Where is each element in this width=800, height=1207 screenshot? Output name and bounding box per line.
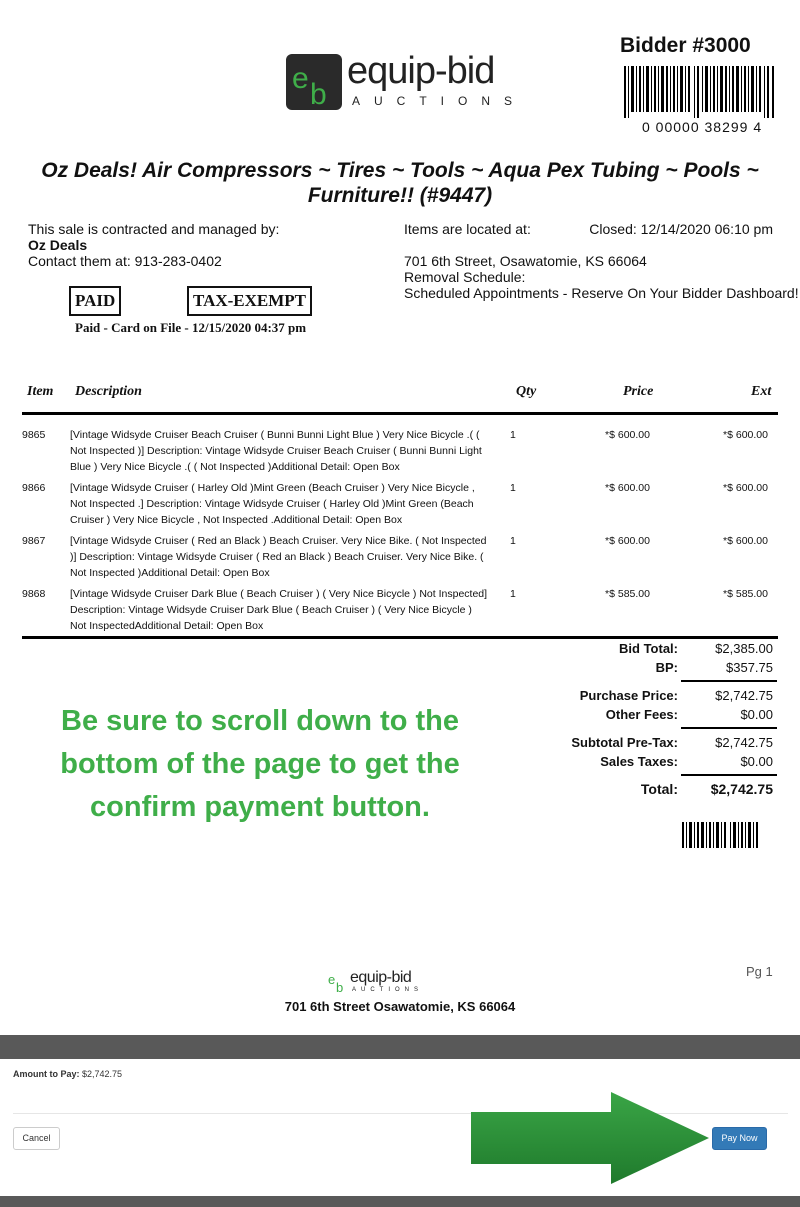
subtotal-value: $2,742.75 (715, 735, 773, 750)
small-barcode-icon (682, 822, 758, 848)
purchase-price-value: $2,742.75 (715, 688, 773, 703)
barcode-icon (624, 66, 776, 118)
removal-label: Removal Schedule: (404, 269, 526, 285)
item-ext: *$ 600.00 (723, 429, 768, 441)
logo-wordmark: equip-bid (347, 50, 495, 92)
totals-rule (681, 680, 777, 682)
item-qty: 1 (510, 535, 516, 547)
notice-line: confirm payment button. (90, 791, 430, 823)
sales-tax-value: $0.00 (740, 754, 773, 769)
sales-tax-label: Sales Taxes: (600, 754, 678, 769)
item-price: *$ 600.00 (605, 429, 650, 441)
amount-value: $2,742.75 (82, 1069, 123, 1079)
logo-subtitle: AUCTIONS (352, 94, 527, 108)
footer-address: 701 6th Street Osawatomie, KS 66064 (284, 999, 516, 1014)
item-ext: *$ 600.00 (723, 482, 768, 494)
other-fees-value: $0.00 (740, 707, 773, 722)
bp-label: BP: (655, 660, 678, 675)
notice-line: bottom of the page to get the (60, 748, 460, 780)
description-line: [Vintage Widsyde Cruiser Beach Cruiser ( Bunni Bunni Light Blue ) Very Nice Bicycle .( ( (70, 429, 480, 441)
sale-title-line-1: Oz Deals! Air Compressors ~ Tires ~ Tools ~ Aqua Pex Tubing ~ Pools ~ (41, 159, 759, 182)
item-description (70, 533, 490, 581)
description-line: [Vintage Widsyde Cruiser ( Red an Black ) Beach Cruiser. Very Nice Bike. ( Not Inspected (70, 535, 487, 547)
total-value: $2,742.75 (710, 781, 773, 797)
item-number: 9866 (22, 482, 46, 494)
table-footer-rule (22, 636, 778, 639)
bid-total-label: Bid Total: (619, 641, 678, 656)
item-price: *$ 600.00 (605, 535, 650, 547)
footer-logo-mark-icon (328, 971, 348, 993)
pay-now-button[interactable]: Pay Now (712, 1127, 767, 1150)
tax-exempt-stamp: TAX-EXEMPT (187, 286, 312, 316)
seller-name: Oz Deals (28, 237, 88, 253)
item-number: 9868 (22, 588, 46, 600)
col-header-description: Description (75, 384, 142, 399)
col-header-item: Item (27, 384, 54, 399)
col-header-qty: Qty (516, 384, 537, 399)
item-price: *$ 600.00 (605, 482, 650, 494)
bottom-separator-band (0, 1196, 800, 1207)
item-qty: 1 (510, 588, 516, 600)
subtotal-label: Subtotal Pre-Tax: (571, 735, 678, 750)
removal-schedule: Scheduled Appointments - Reserve On Your Bidder Dashboard! (404, 285, 799, 301)
other-fees-label: Other Fees: (605, 707, 678, 722)
item-description (70, 586, 490, 634)
bp-value: $357.75 (726, 660, 773, 675)
bid-total-value: $2,385.00 (715, 641, 773, 656)
amount-to-pay (13, 1069, 122, 1079)
payment-status: Paid - Card on File - 12/15/2020 04:37 pm (75, 320, 307, 335)
notice-line: Be sure to scroll down to the (61, 705, 459, 737)
description-line: Not Inspected .] Description: Vintage Widsyde Cruiser ( Harley Old )Mint Green (Beach (70, 498, 474, 510)
purchase-price-label: Purchase Price: (579, 688, 678, 703)
footer-logo-subtitle: AUCTIONS (352, 987, 424, 993)
paid-stamp: PAID (69, 286, 121, 316)
item-qty: 1 (510, 429, 516, 441)
description-line: [Vintage Widsyde Cruiser Dark Blue ( Beach Cruiser ) ( Very Nice Bicycle ) Not Inspected] (70, 588, 488, 600)
item-number: 9865 (22, 429, 46, 441)
description-line: Cruiser ) Very Nice Bicycle , Not Inspected .Additional Detail: Open Box (70, 514, 403, 526)
barcode-number: 0 00000 38299 4 (642, 119, 763, 135)
col-header-price: Price (623, 384, 654, 399)
footer-logo-wordmark: equip-bid (350, 969, 412, 986)
sale-title-line-2: Furniture!! (#9447) (307, 184, 493, 207)
item-ext: *$ 600.00 (723, 535, 768, 547)
scroll-down-notice (30, 700, 490, 829)
totals-rule (681, 774, 777, 776)
svg-text:b: b (336, 980, 344, 993)
svg-text:e: e (328, 972, 336, 987)
bidder-number: Bidder #3000 (620, 34, 751, 57)
top-separator-band (0, 1035, 800, 1059)
svg-text:e: e (292, 62, 309, 95)
col-header-ext: Ext (751, 384, 772, 399)
closed-date: Closed: 12/14/2020 06:10 pm (589, 221, 773, 237)
description-line: Description: Vintage Widsyde Cruiser Dark Blue ( Beach Cruiser ) ( Very Nice Bicycle ) (70, 604, 472, 616)
item-description (70, 427, 490, 475)
amount-label: Amount to Pay: (13, 1069, 80, 1079)
svg-text:b: b (310, 78, 327, 110)
description-line: Blue ) Very Nice Bicycle .( ( Not Inspected )Additional Detail: Open Box (70, 461, 400, 473)
description-line: Not Inspected )Additional Detail: Open Box (70, 567, 270, 579)
item-qty: 1 (510, 482, 516, 494)
managed-by-label: This sale is contracted and managed by: (28, 221, 280, 237)
description-line: [Vintage Widsyde Cruiser ( Harley Old )Mint Green (Beach Cruiser ) Very Nice Bicycle , (70, 482, 475, 494)
item-ext: *$ 585.00 (723, 588, 768, 600)
totals-rule (681, 727, 777, 729)
item-number: 9867 (22, 535, 46, 547)
item-price: *$ 585.00 (605, 588, 650, 600)
right-arrow-icon (469, 1090, 712, 1186)
page-number: Pg 1 (746, 964, 773, 979)
pickup-address: 701 6th Street, Osawatomie, KS 66064 (404, 253, 647, 269)
table-header-rule (22, 412, 778, 415)
sale-title (20, 158, 780, 208)
total-label: Total: (640, 781, 678, 797)
description-line: )] Description: Vintage Widsyde Cruiser ( Red an Black ) Beach Cruiser. Very Nice Bike. ( (70, 551, 484, 563)
cancel-button[interactable]: Cancel (13, 1127, 60, 1150)
description-line: Not Inspected )] Description: Vintage Widsyde Cruiser Beach Cruiser ( Bunni Bunni Light (70, 445, 482, 457)
location-label: Items are located at: (404, 221, 531, 237)
equip-bid-logo-mark (286, 54, 342, 110)
seller-contact: Contact them at: 913-283-0402 (28, 253, 222, 269)
description-line: Not InspectedAdditional Detail: Open Box (70, 620, 264, 632)
item-description (70, 480, 490, 528)
